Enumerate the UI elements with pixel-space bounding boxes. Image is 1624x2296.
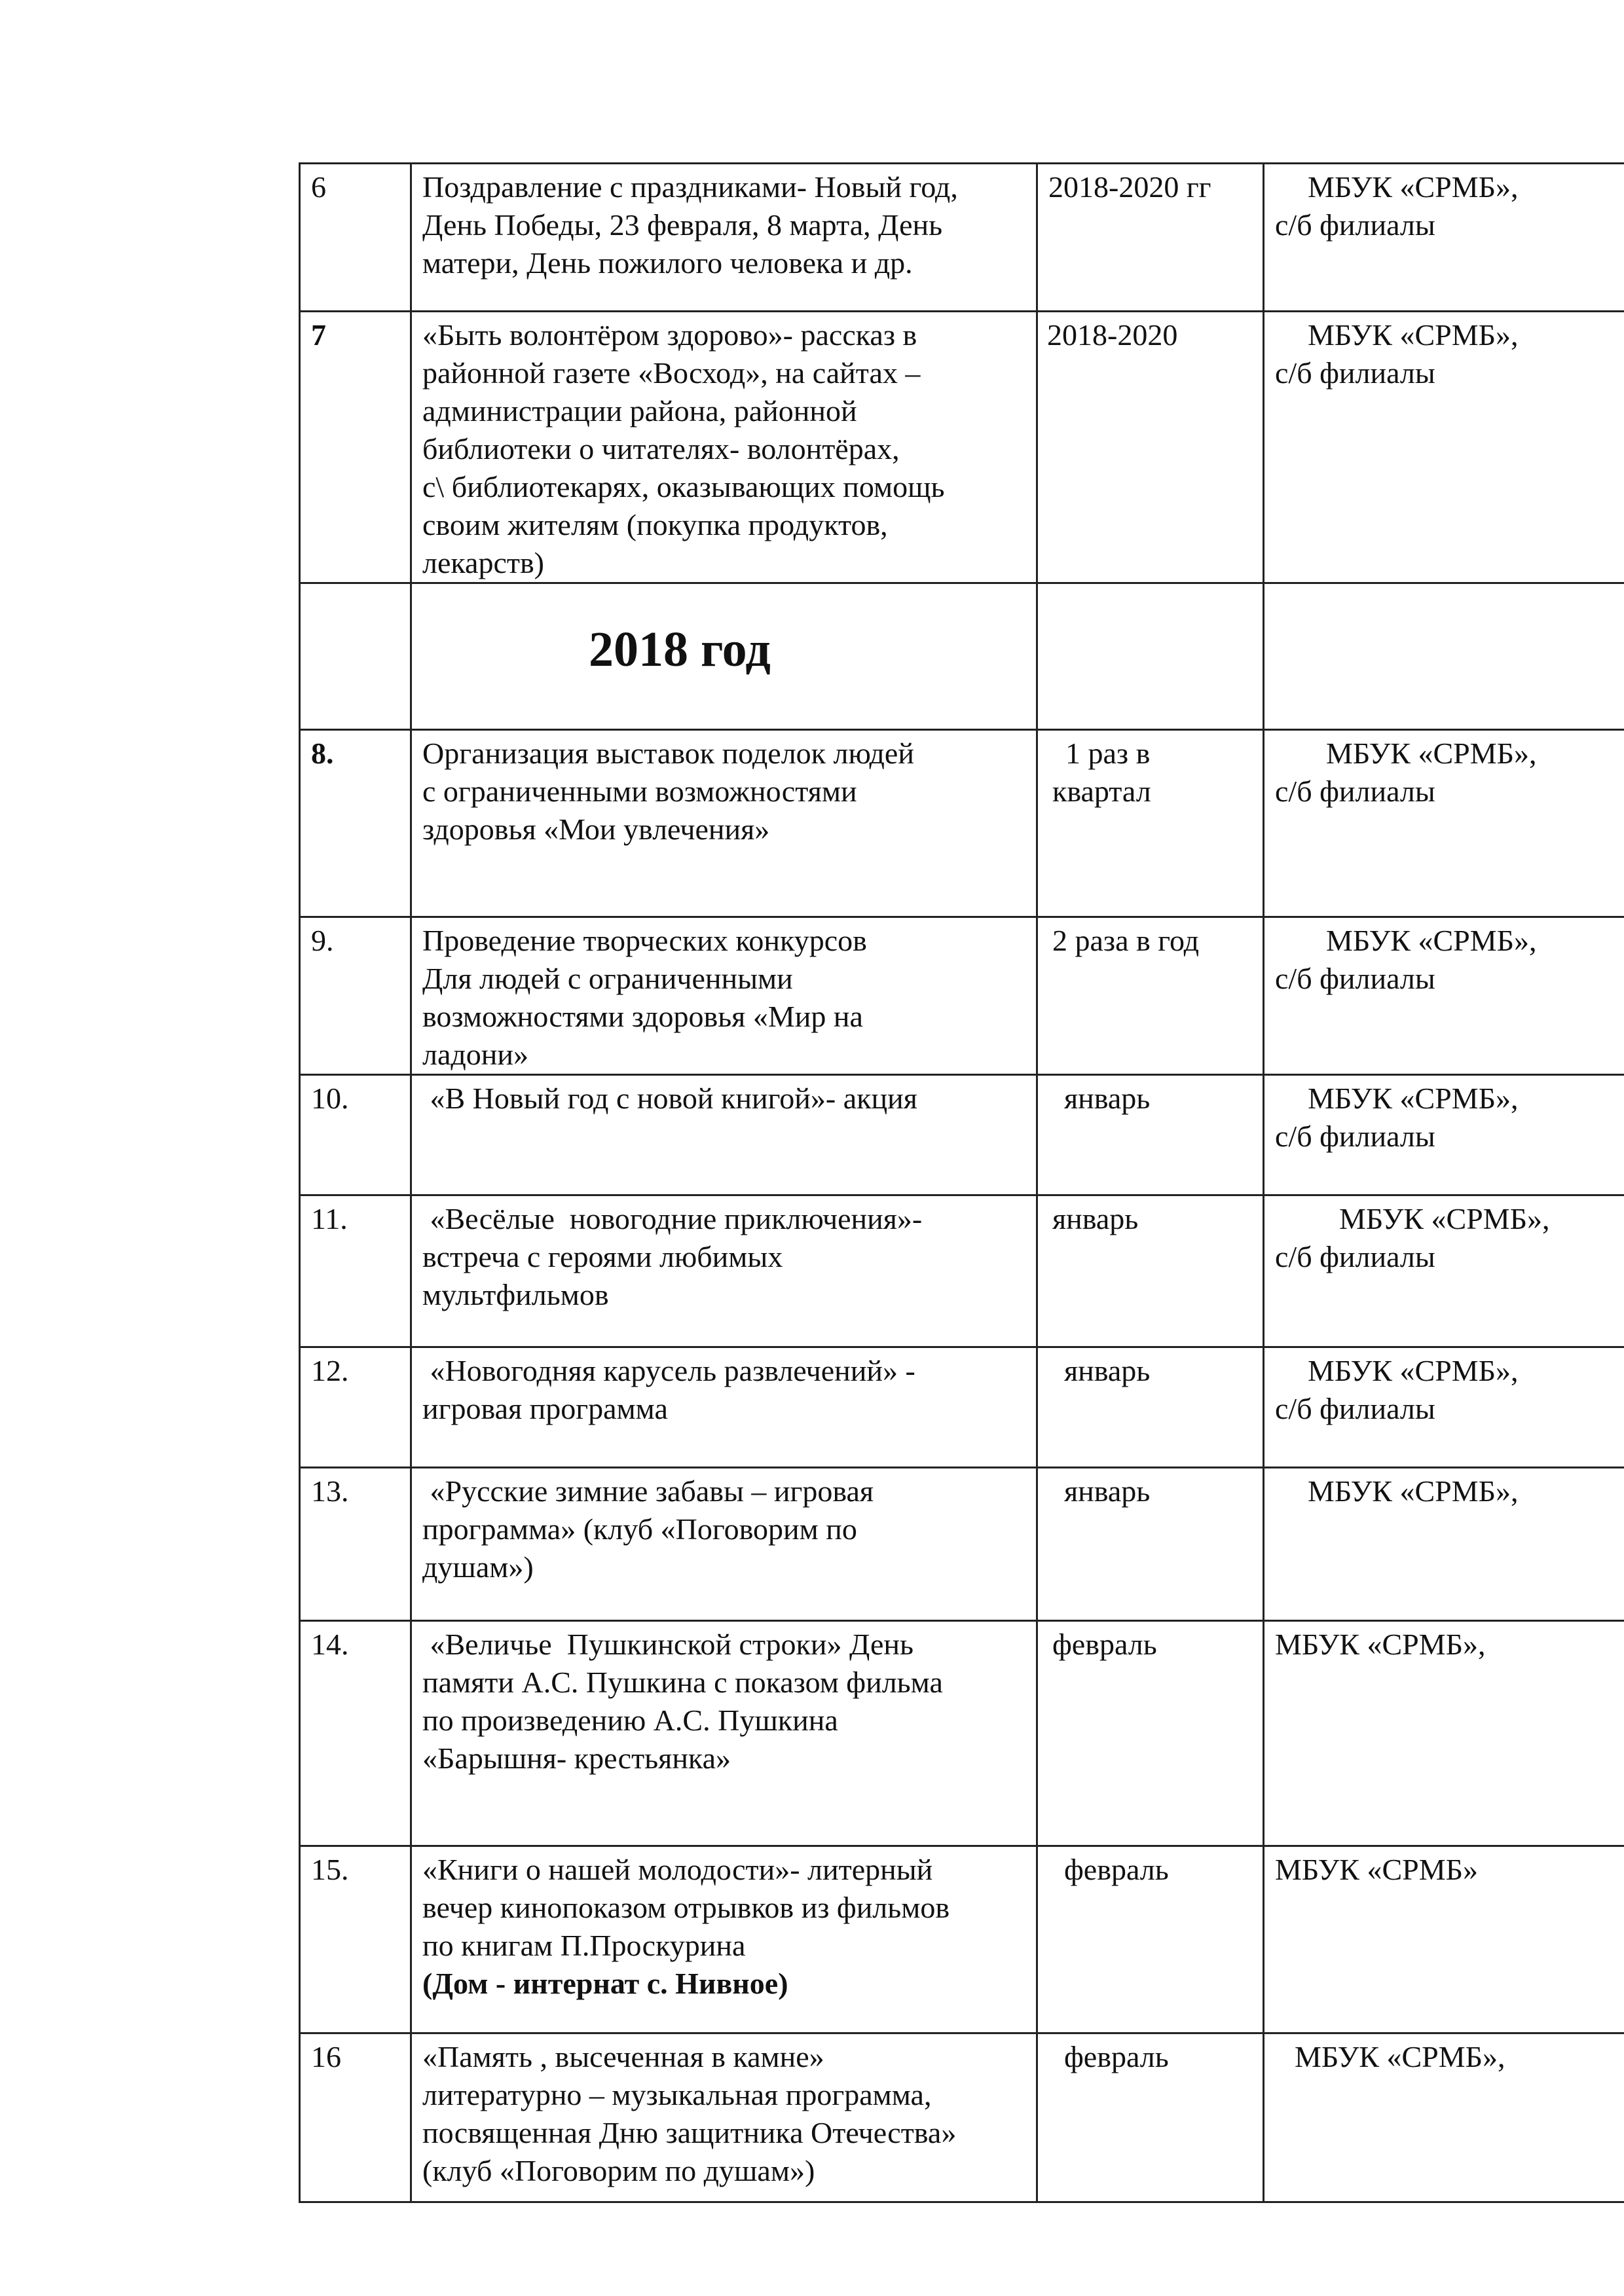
row-number: 10. bbox=[300, 1075, 411, 1195]
row-number: 6 bbox=[300, 164, 411, 312]
organizer-cell: МБУК «СРМБ» bbox=[1264, 1846, 1624, 2033]
date-cell: 2 раза в год bbox=[1037, 917, 1264, 1075]
organizer-cell: МБУК «СРМБ», bbox=[1264, 1621, 1624, 1846]
table-row bbox=[300, 2033, 1624, 2202]
row-number: 11. bbox=[300, 1195, 411, 1347]
date-cell: февраль bbox=[1037, 1846, 1264, 2033]
row-number: 8. bbox=[300, 730, 411, 917]
table-row bbox=[300, 917, 1624, 1075]
year-header-row bbox=[300, 583, 1624, 730]
table-row bbox=[300, 1621, 1624, 1846]
year-title: 2018 год bbox=[589, 622, 771, 677]
event-cell: «Быть волонтёром здорово»- рассказ в районной газете «Восход», на сайтах – администрации района, районной библиотеки о читателях- волонтёрах, с\ библиотекарях, оказывающих помощь своим жителям (покупка продуктов, лекарств) bbox=[411, 312, 1037, 583]
row-number: 12. bbox=[300, 1347, 411, 1468]
event-cell: «Память , высеченная в камне» литературно – музыкальная программа, посвященная Дню защитника Отечества» (клуб «Поговорим по душам») bbox=[411, 2033, 1037, 2202]
organizer-cell: МБУК «СРМБ», с/б филиалы bbox=[1264, 164, 1624, 312]
table-row bbox=[300, 1195, 1624, 1347]
venue-note: (Дом - интернат с. Нивное) bbox=[422, 1967, 788, 2000]
row-number: 14. bbox=[300, 1621, 411, 1846]
event-cell: Проведение творческих конкурсов Для людей с ограниченными возможностями здоровья «Мир на ладони» bbox=[411, 917, 1037, 1075]
organizer-cell: МБУК «СРМБ», bbox=[1264, 2033, 1624, 2202]
event-cell: «Книги о нашей молодости»- литерный вечер кинопоказом отрывков из фильмов по книгам П.Проскурина (Дом - интернат с. Нивное) bbox=[411, 1846, 1037, 2033]
table-row bbox=[300, 1846, 1624, 2033]
date-cell: январь bbox=[1037, 1075, 1264, 1195]
organizer-cell: МБУК «СРМБ», с/б филиалы bbox=[1264, 730, 1624, 917]
row-number: 7 bbox=[300, 312, 411, 583]
table-row bbox=[300, 164, 1624, 312]
row-number: 13. bbox=[300, 1468, 411, 1621]
date-cell: январь bbox=[1037, 1468, 1264, 1621]
table-row bbox=[300, 730, 1624, 917]
event-cell: Поздравление с праздниками- Новый год, День Победы, 23 февраля, 8 марта, День матери, День пожилого человека и др. bbox=[411, 164, 1037, 312]
row-number: 15. bbox=[300, 1846, 411, 2033]
date-cell: февраль bbox=[1037, 2033, 1264, 2202]
organizer-cell: МБУК «СРМБ», bbox=[1264, 1468, 1624, 1621]
date-cell: 1 раз в квартал bbox=[1037, 730, 1264, 917]
event-cell: «В Новый год с новой книгой»- акция bbox=[411, 1075, 1037, 1195]
organizer-cell: МБУК «СРМБ», с/б филиалы bbox=[1264, 917, 1624, 1075]
table-row bbox=[300, 312, 1624, 583]
event-cell: «Новогодняя карусель развлечений» - игровая программа bbox=[411, 1347, 1037, 1468]
organizer-cell: МБУК «СРМБ», с/б филиалы bbox=[1264, 312, 1624, 583]
table-row bbox=[300, 1347, 1624, 1468]
event-cell: Организация выставок поделок людей с ограниченными возможностями здоровья «Мои увлечения» bbox=[411, 730, 1037, 917]
table-row bbox=[300, 1075, 1624, 1195]
event-plan-table bbox=[299, 162, 1624, 2203]
event-cell: «Русские зимние забавы – игровая программа» (клуб «Поговорим по душам») bbox=[411, 1468, 1037, 1621]
date-cell: 2018-2020 bbox=[1037, 312, 1264, 583]
event-cell: «Величье Пушкинской строки» День памяти А.С. Пушкина с показом фильма по произведению А.С. Пушкина «Барышня- крестьянка» bbox=[411, 1621, 1037, 1846]
table-row bbox=[300, 1468, 1624, 1621]
date-cell: январь bbox=[1037, 1347, 1264, 1468]
date-cell: 2018-2020 гг bbox=[1037, 164, 1264, 312]
row-number: 16 bbox=[300, 2033, 411, 2202]
date-cell: февраль bbox=[1037, 1621, 1264, 1846]
organizer-cell: МБУК «СРМБ», с/б филиалы bbox=[1264, 1195, 1624, 1347]
row-number: 9. bbox=[300, 917, 411, 1075]
date-cell: январь bbox=[1037, 1195, 1264, 1347]
organizer-cell: МБУК «СРМБ», с/б филиалы bbox=[1264, 1075, 1624, 1195]
event-cell: «Весёлые новогодние приключения»- встреча с героями любимых мультфильмов bbox=[411, 1195, 1037, 1347]
organizer-cell: МБУК «СРМБ», с/б филиалы bbox=[1264, 1347, 1624, 1468]
